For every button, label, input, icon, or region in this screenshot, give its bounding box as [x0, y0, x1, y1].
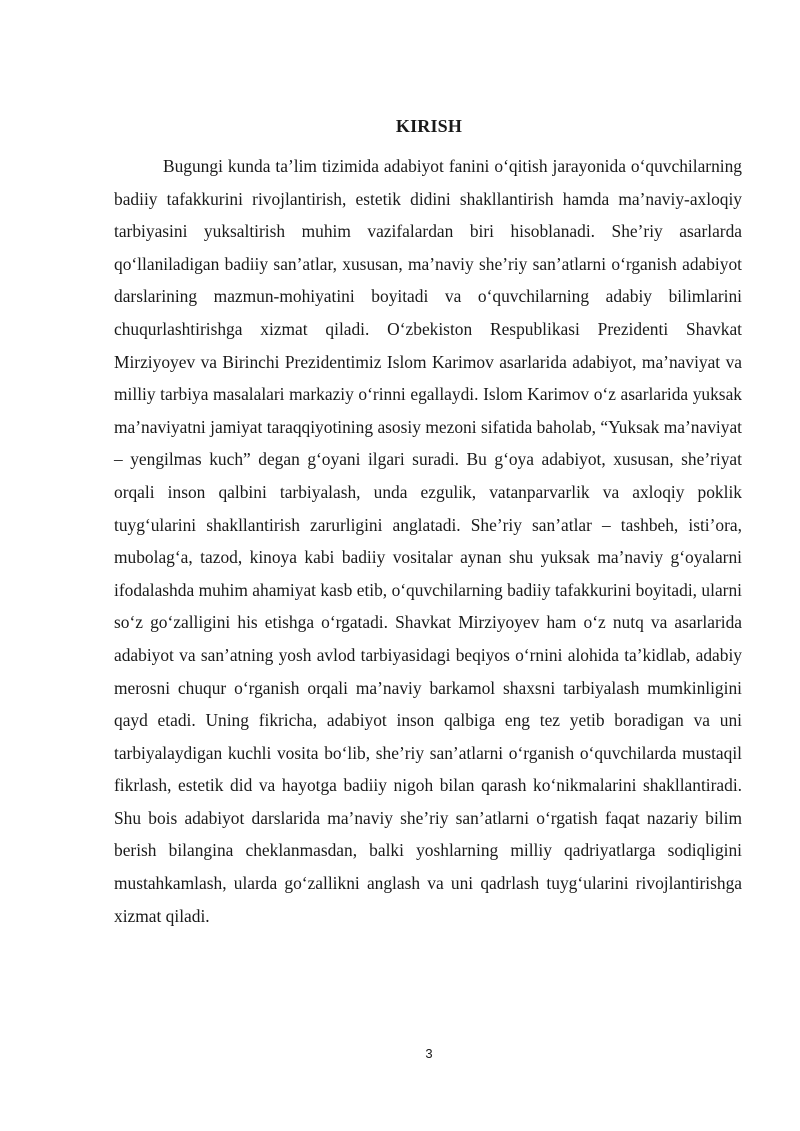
page-number: 3: [425, 1046, 433, 1061]
section-heading: KIRISH: [395, 116, 463, 136]
body-paragraph: Bugungi kunda ta’lim tizimida adabiyot fanini o‘qitish jarayonida o‘quvchilarning badiiy tafakkurini rivojlantirish, estetik didini shakllantirish hamda ma’naviy-axloqiy tarbiyasini yuksaltirish muhim vazifalardan biri hisoblanadi. She’riy asarlarda qo‘llaniladigan badiiy san’atlar, xususan, ma’naviy she’riy san’atlarni o‘rganish adabiyot darslarining mazmun-mohiyatini boyitadi va o‘quvchilarning adabiy bilimlarini chuqurlashtirishga xizmat qiladi. O‘zbekiston Respublikasi Prezidenti Shavkat Mirziyoyev va Birinchi Prezidentimiz Islom Karimov asarlarida adabiyot, ma’naviyat va milliy tarbiya masalalari markaziy o‘rinni egallaydi. Islom Karimov o‘z asarlarida yuksak ma’naviyatni jamiyat taraqqiyotining asosiy mezoni sifatida baholab, “Yuksak ma’naviyat – yengilmas kuch” degan g‘oyani ilgari suradi. Bu g‘oya adabiyot, xususan, she’riyat orqali inson qalbini tarbiyalash, unda ezgulik, vatanparvarlik va axloqiy poklik tuyg‘ularini shakllantirish zarurligini anglatadi. She’riy san’atlar – tashbeh, isti’ora, mubolag‘a, tazod, kinoya kabi badiiy vositalar aynan shu yuksak ma’naviy g‘oyalarni ifodalashda muhim ahamiyat kasb etib, o‘quvchilarning badiiy tafakkurini boyitadi, ularni so‘z go‘zalligini his etishga o‘rgatadi. Shavkat Mirziyoyev ham o‘z nutq va asarlarida adabiyot va san’atning yosh avlod tarbiyasidagi beqiyos o‘rnini alohida ta’kidlab, adabiy merosni chuqur o‘rganish orqali ma’naviy barkamol shaxsni tarbiyalash mumkinligini qayd etadi. Uning fikricha, adabiyot inson qalbiga eng tez yetib boradigan va uni tarbiyalaydigan kuchli vosita bo‘lib, she’riy san’atlarni o‘rganish o‘quvchilarda mustaqil fikrlash, estetik did va hayotga badiiy nigoh bilan qarash ko‘nikmalarini shakllantiradi. Shu bois adabiyot darslarida ma’naviy she’riy san’atlarni o‘rgatish faqat nazariy bilim berish bilangina cheklanmasdan, balki yoshlarning milliy qadriyatlarga sodiqligini mustahkamlash, ularda go‘zallikni anglash va uni qadrlash tuyg‘ularini rivojlantirishga xizmat qiladi.: [114, 156, 742, 926]
